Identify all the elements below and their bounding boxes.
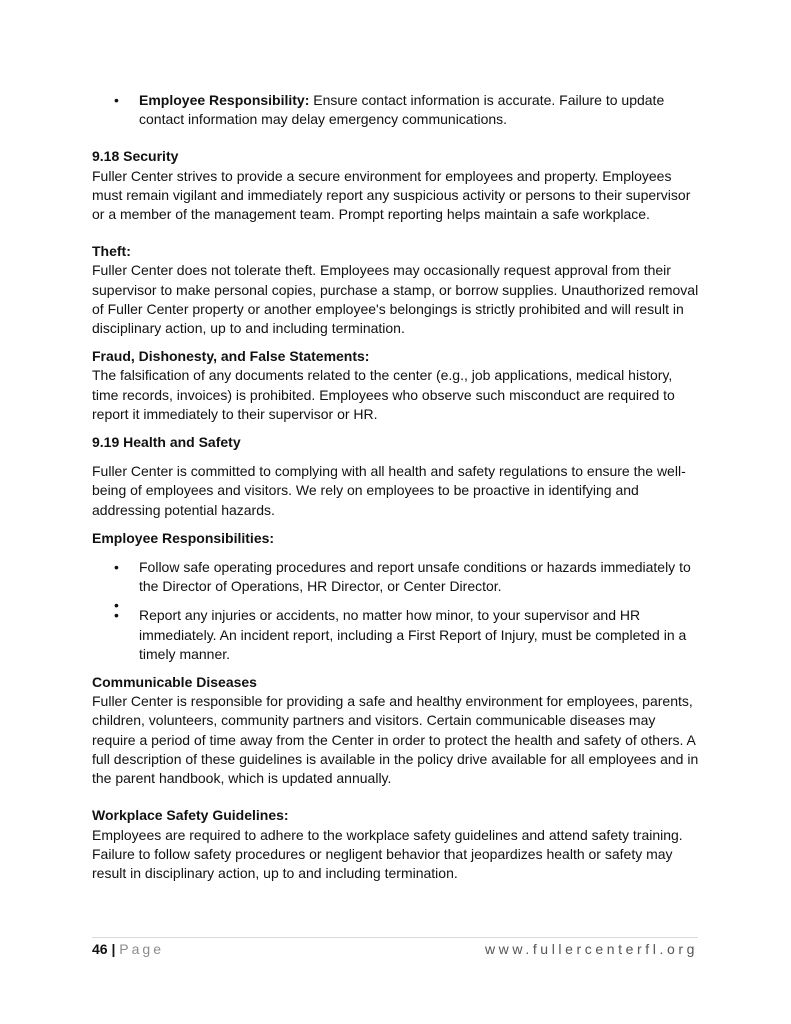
contact-bullet-list: [92, 91, 702, 129]
health-paragraph: Fuller Center is committed to complying with all health and safety regulations to ensure the well-being of employees and visitors. We rely on employees to be proactive in identifying and addressing potential hazards.: [92, 463, 686, 518]
workplace-safety-heading: Workplace Safety Guidelines:: [92, 807, 289, 824]
security-paragraph: Fuller Center strives to provide a secure environment for employees and property. Employees must remain vigilant and immediately report any suspicious activity or persons to their supervisor or a member of the management team. Prompt reporting helps maintain a safe workplace.: [92, 167, 691, 223]
list-item: • Follow safe operating procedures and report unsafe conditions or hazards immediately to the Director of Operations, HR Director, or Center Director.: [92, 558, 702, 596]
page-word: Page: [119, 941, 164, 957]
document-body: [92, 91, 702, 883]
fraud-heading: Fraud, Dishonesty, and False Statements:: [92, 348, 370, 365]
page-number-label: [92, 941, 164, 957]
list-item: • Report any injuries or accidents, no matter how minor, to your supervisor and HR immediately. An incident report, including a First Report of Injury, must be completed in a timely manner.: [92, 606, 702, 664]
section-heading-security: 9.18 Security: [92, 148, 179, 165]
diseases-paragraph: Fuller Center is responsible for providing a safe and healthy environment for employees, parents, children, volunteers, community partners and visitors. Certain communicable diseases may require a period of time away from the Center in order to protect the health and safety of others. A full description of these guidelines is available in the policy drive available for all employees and in the parent handbook, which is updated annually.: [92, 693, 699, 787]
website-link[interactable]: www.fullercenterfl.org: [484, 941, 698, 957]
page-footer: [92, 937, 698, 957]
responsibilities-heading: Employee Responsibilities:: [92, 529, 275, 546]
bullet-label: Employee Responsibility:: [139, 92, 310, 108]
theft-paragraph: Fuller Center does not tolerate theft. Employees may occasionally request approval from their supervisor to make personal copies, purchase a stamp, or borrow supplies. Unauthorized removal of Fuller Center property or another employee's belongings is strictly prohibited and will result in disciplinary action, up to and including termination.: [92, 262, 699, 337]
responsibilities-list: [92, 558, 702, 664]
workplace-safety-paragraph: Employees are required to adhere to the workplace safety guidelines and attend safety training. Failure to follow safety procedures or negligent behavior that jeopardizes health or safety may result in disciplinary action, up to and including termination.: [92, 826, 683, 881]
bullet-text: Ensure contact information is accurate. Failure to update contact information may delay emergency communications.: [139, 92, 665, 128]
theft-heading: Theft:: [92, 243, 131, 260]
fraud-paragraph: The falsification of any documents related to the center (e.g., job applications, medical history, time records, invoices) is prohibited. Employees who observe such misconduct are required to report it immediately to their supervisor or HR.: [92, 367, 675, 422]
page-number: 46: [92, 941, 108, 957]
footer-separator: |: [107, 941, 120, 957]
list-item: [92, 91, 702, 129]
diseases-heading: Communicable Diseases: [92, 674, 257, 691]
section-heading-health-safety: 9.19 Health and Safety: [92, 434, 241, 451]
